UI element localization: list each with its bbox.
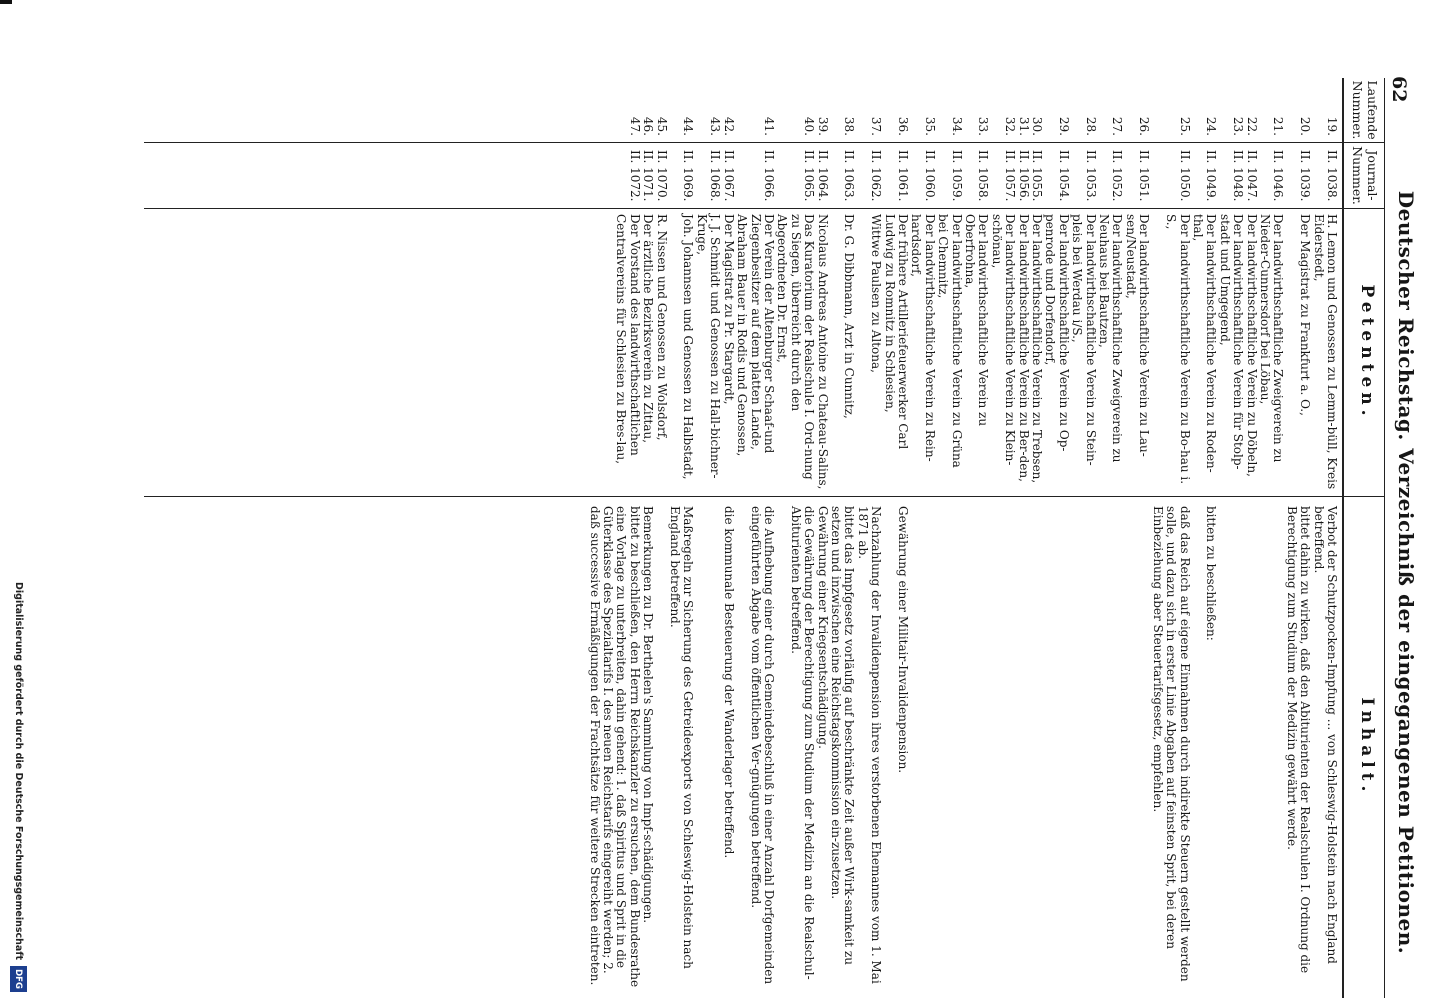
journal-nummer-cell: II. 1061. bbox=[896, 150, 910, 202]
petenten-cell: Der Magistrat zu Pr. Stargardt, bbox=[721, 214, 736, 405]
laufende-nummer-cell: 43. bbox=[708, 116, 723, 136]
table-row bbox=[1191, 78, 1218, 998]
journal-nummer-cell: II. 1059. bbox=[949, 150, 964, 202]
table-row bbox=[1217, 78, 1244, 998]
table-row bbox=[1311, 78, 1338, 998]
journal-nummer-cell: II. 1065. bbox=[802, 150, 817, 202]
petenten-cell: Wittwe Paulsen zu Altona, bbox=[869, 214, 884, 373]
laufende-nummer-cell: 47. bbox=[627, 116, 642, 136]
journal-nummer-cell: II. 1047. bbox=[1244, 150, 1259, 202]
laufende-nummer-cell: 31. bbox=[1016, 116, 1031, 136]
journal-nummer-cell: II. 1062. bbox=[869, 150, 884, 202]
laufende-nummer-cell: 41. bbox=[761, 116, 776, 136]
table-row bbox=[1124, 78, 1151, 998]
journal-nummer-cell: II. 1070. bbox=[654, 150, 669, 202]
laufende-nummer-cell: 46. bbox=[641, 116, 656, 136]
header-petenten: Petenten. bbox=[1357, 284, 1377, 421]
table-row bbox=[1150, 78, 1190, 998]
journal-nummer-cell: II. 1056. bbox=[1016, 150, 1031, 202]
inhalt-cell: Gewährung einer Kriegsentschädigung. bbox=[815, 506, 830, 749]
table-row bbox=[1016, 78, 1029, 998]
journal-nummer-cell: II. 1054. bbox=[1056, 150, 1071, 202]
table-row bbox=[829, 78, 856, 998]
laufende-nummer-cell: 22. bbox=[1244, 116, 1259, 136]
petenten-cell: Der landwirthschaftliche Zweigverein zu Neuhaus bei Bautzen, bbox=[1097, 214, 1125, 463]
petenten-cell: Der Vorstand des landwirthschaftlichen Centralvereins für Schlesien zu Bres-lau, bbox=[614, 214, 642, 465]
petenten-cell: Der Verein der Altenburger Schaaf-und Ziegenbesitzer auf dem platten Lande, Abraham Bauer in Rodis und Genossen, bbox=[735, 214, 776, 457]
page-title: Deutscher Reichstag. Verzeichniß der eingegangenen Petitionen. bbox=[1394, 190, 1418, 955]
journal-nummer-cell: II. 1049. bbox=[1204, 150, 1219, 202]
petenten-cell: Der landwirthschaftliche Verein zu Ber-den, bbox=[1016, 214, 1031, 482]
petenten-cell: Das Kuratorium der Realschule I. Ord-nung zu Siegen, überreicht durch den Abgeordneten Dr. Ernst, bbox=[775, 214, 817, 480]
laufende-nummer-cell: 36. bbox=[896, 116, 910, 136]
journal-nummer-cell: II. 1039. bbox=[1298, 150, 1313, 202]
table-row bbox=[936, 78, 963, 998]
table-row bbox=[587, 78, 641, 998]
journal-nummer-cell: II. 1053. bbox=[1083, 150, 1098, 202]
petenten-cell: Der landwirthschaftliche Verein zu Lau-sen/Neustadt, bbox=[1123, 214, 1152, 457]
petenten-cell: R. Nissen und Genossen zu Wolsdorf, bbox=[654, 214, 669, 441]
petenten-cell: Der landwirthschaftliche Verein zu Klein-schönau, bbox=[989, 214, 1018, 466]
laufende-nummer-cell: 39. bbox=[815, 116, 830, 136]
inhalt-cell: Verbot der Schutzpocken-Impfung ... von Schleswig-Holstein nach England betreffend. bbox=[1311, 506, 1339, 964]
table-row bbox=[641, 78, 654, 998]
laufende-nummer-cell: 30. bbox=[1030, 116, 1045, 136]
table-row bbox=[909, 78, 936, 998]
header-laufende-nummer: Laufende Nummer. bbox=[1350, 80, 1380, 140]
journal-nummer-cell: II. 1057. bbox=[1003, 150, 1018, 202]
table-row bbox=[1043, 78, 1070, 998]
journal-nummer-cell: II. 1063. bbox=[842, 150, 857, 202]
journal-nummer-cell: II. 1071. bbox=[641, 150, 656, 202]
petenten-cell: Der landwirthschaftliche Verein zu Roden-thal, bbox=[1190, 214, 1219, 473]
inhalt-cell: die Aufhebung einer durch Gemeindebeschluß in einer Anzahl Dorfgemeinden eingeführten Abgabe vom öffentlichen Ver-gnügungen betreffend. bbox=[748, 506, 776, 985]
laufende-nummer-cell: 38. bbox=[842, 116, 857, 136]
laufende-nummer-cell: 42. bbox=[721, 116, 736, 136]
petenten-cell: Der landwirthschaftliche Verein für Stolp-stadt und Umgegend, bbox=[1217, 214, 1246, 470]
table-row bbox=[1097, 78, 1124, 998]
journal-nummer-cell: II. 1050. bbox=[1177, 150, 1192, 202]
laufende-nummer-cell: 45. bbox=[654, 116, 669, 136]
laufende-nummer-cell: 21. bbox=[1271, 116, 1286, 136]
inhalt-cell: daß das Reich auf eigene Einnahmen durch indirekte Steuern gestellt werden solle, und dazu sich in erster Linie Abgaben auf feinsten Sprit, bei deren Einbeziehung aber Steuertarifsgesetz, empfehlen. bbox=[1150, 506, 1192, 982]
table-row bbox=[989, 78, 1016, 998]
journal-nummer-cell: II. 1066. bbox=[761, 150, 776, 202]
journal-nummer-cell: II. 1060. bbox=[922, 150, 937, 202]
inhalt-cell: Maßregeln zur Sicherung des Getreideexports von Schleswig-Holstein nach England betreffend. bbox=[668, 506, 696, 969]
laufende-nummer-cell: 29. bbox=[1056, 116, 1071, 136]
table-row bbox=[1070, 78, 1097, 998]
petenten-cell: Der landwirthschaftliche Verein zu Stein-pleis bei Werdau i/S., bbox=[1070, 214, 1098, 466]
journal-nummer-cell: II. 1064. bbox=[815, 150, 830, 202]
laufende-nummer-cell: 33. bbox=[976, 116, 991, 136]
sidebar-credit bbox=[0, 0, 37, 1000]
journal-nummer-cell: II. 1038. bbox=[1325, 150, 1339, 202]
dfg-credit-text: Digitalisierung gefördert durch die Deutsche Forschungsgemeinschaft bbox=[13, 582, 24, 960]
table-row bbox=[695, 78, 722, 998]
journal-nummer-cell: II. 1067. bbox=[721, 150, 736, 202]
petenten-cell: Nicolaus Andreas Antoine zu Chateau-Salins, bbox=[815, 214, 830, 490]
laufende-nummer-cell: 40. bbox=[802, 116, 817, 136]
laufende-nummer-cell: 20. bbox=[1298, 116, 1313, 136]
laufende-nummer-cell: 27. bbox=[1110, 116, 1125, 136]
table-row bbox=[735, 78, 775, 998]
petenten-cell: J. J. Schmidt und Genossen zu Hall-bichner-Kruge, bbox=[694, 214, 723, 479]
table-row bbox=[963, 78, 990, 998]
laufende-nummer-cell: 19. bbox=[1325, 116, 1339, 136]
table-row bbox=[882, 78, 909, 998]
petenten-cell: Der frühere Artilleriefeuerwerker Carl Ludwig zu Romnitz in Schlesien, bbox=[882, 214, 910, 450]
page-number: 62 bbox=[1388, 76, 1410, 103]
laufende-nummer-cell: 23. bbox=[1231, 116, 1246, 136]
table-row bbox=[721, 78, 734, 998]
petenten-cell: Joh. Johannsen und Genossen zu Halbstadt, bbox=[681, 214, 696, 480]
journal-nummer-cell: II. 1046. bbox=[1271, 150, 1286, 202]
laufende-nummer-cell: 28. bbox=[1083, 116, 1098, 136]
table-row bbox=[815, 78, 828, 998]
petenten-cell: Der Magistrat zu Frankfurt a. O., bbox=[1298, 214, 1313, 416]
petition-table bbox=[98, 78, 1338, 998]
inhalt-cell: die kommunale Besteuerung der Wanderlager betreffend. bbox=[721, 506, 736, 859]
inhalt-cell: bitten zu beschließen: bbox=[1204, 506, 1219, 641]
inhalt-cell: Gewährung einer Militair-Invalidenpension. bbox=[896, 506, 910, 774]
inhalt-cell: Nachzahlung der Invalidenpension ihres verstorbenen Ehemannes vom 1. Mai 1871 ab. bbox=[855, 506, 884, 984]
table-row bbox=[1284, 78, 1311, 998]
petenten-cell: Dr. G. Dibbmann, Arzt in Cunnitz, bbox=[842, 214, 857, 419]
petenten-cell: Der landwirthschaftliche Verein zu Op-penrode und Dorfendorf, bbox=[1043, 214, 1071, 452]
journal-nummer-cell: II. 1072. bbox=[627, 150, 642, 202]
journal-nummer-cell: II. 1052. bbox=[1110, 150, 1125, 202]
table-row bbox=[1030, 78, 1043, 998]
header-journal-nummer: Journal-Nummer. bbox=[1350, 146, 1380, 205]
table-row bbox=[775, 78, 815, 998]
table-row bbox=[1244, 78, 1257, 998]
inhalt-cell: bittet zu beschließen, den Herrn Reichskanzler zu ersuchen, dem Bundesrathe eine Vorlage zu unterbreiten, dahin gehend: 1. daß Spiritus und Sprit in die Güterklasse des Spezialtarifs I. des neuen Reichstarifs eingereiht werden; 2. daß successive Ermäßigungen der Frachtsätze für weitere Strecken eintreten. bbox=[587, 506, 642, 988]
laufende-nummer-cell: 24. bbox=[1204, 116, 1219, 136]
table-row bbox=[1258, 78, 1285, 998]
dfg-logo-icon: DFG bbox=[10, 966, 27, 992]
journal-nummer-cell: II. 1048. bbox=[1231, 150, 1246, 202]
journal-nummer-cell: II. 1069. bbox=[681, 150, 696, 202]
table-row bbox=[855, 78, 882, 998]
journal-nummer-cell: II. 1068. bbox=[708, 150, 723, 202]
petenten-cell: Der landwirthschaftliche Verein zu Trebsen, bbox=[1030, 214, 1045, 484]
petenten-cell: Der landwirthschaftliche Verein zu Rein-hardsdorf, bbox=[909, 214, 937, 462]
laufende-nummer-cell: 35. bbox=[922, 116, 937, 136]
journal-nummer-cell: II. 1051. bbox=[1137, 150, 1152, 202]
laufende-nummer-cell: 37. bbox=[869, 116, 884, 136]
petenten-cell: Der ärztliche Bezirksverein zu Zittau, bbox=[641, 214, 656, 444]
laufende-nummer-cell: 32. bbox=[1003, 116, 1018, 136]
laufende-nummer-cell: 44. bbox=[681, 116, 696, 136]
inhalt-cell: bittet das Impfgesetz vorläufig auf beschränkte Zeit außer Wirk-samkeit zu setzen und inzwischen eine Reichstagskommission ein-zusetzen. bbox=[828, 506, 857, 965]
table-row bbox=[654, 78, 667, 998]
laufende-nummer-cell: 34. bbox=[949, 116, 964, 136]
header-bottom-rule bbox=[1342, 78, 1344, 998]
petenten-cell: Der landwirthschaftliche Verein zu Oberfrohna, bbox=[963, 214, 991, 427]
scan-edge-mark bbox=[0, 0, 12, 4]
header-inhalt: Inhalt. bbox=[1357, 697, 1377, 797]
inhalt-cell: bittet dahin zu wirken, daß den Abiturienten der Realschulen I. Ordnung die Berechtigung zum Studium der Medizin gewährt werde. bbox=[1284, 506, 1313, 974]
petenten-cell: H. Lemon und Genossen zu Lemm-büll, Kreis Eiderstedt, bbox=[1311, 214, 1339, 490]
inhalt-cell: Bemerkungen zu Dr. Berthelen's Sammlung von Impf-schädigungen. bbox=[641, 506, 656, 924]
journal-nummer-cell: II. 1058. bbox=[976, 150, 991, 202]
inhalt-cell: die Gewährung der Berechtigung zum Studium der Medizin an die Realschul-Abiturienten betreffend. bbox=[788, 506, 817, 980]
laufende-nummer-cell: 26. bbox=[1137, 116, 1152, 136]
table-row bbox=[668, 78, 695, 998]
petenten-cell: Der landwirthschaftliche Verein zu Grüna bei Chemnitz, bbox=[936, 214, 964, 468]
petenten-cell: Der landwirthschaftliche Verein zu Döbeln, bbox=[1244, 214, 1259, 477]
journal-nummer-cell: II. 1055. bbox=[1030, 150, 1045, 202]
petenten-cell: Der landwirthschaftliche Verein zu Bo-hau i. S., bbox=[1164, 214, 1192, 485]
header-top-rule bbox=[1384, 78, 1385, 998]
laufende-nummer-cell: 25. bbox=[1177, 116, 1192, 136]
petenten-cell: Der landwirthschaftliche Zweigverein zu Nieder-Cunnersdorf bei Löbau, bbox=[1257, 214, 1286, 463]
